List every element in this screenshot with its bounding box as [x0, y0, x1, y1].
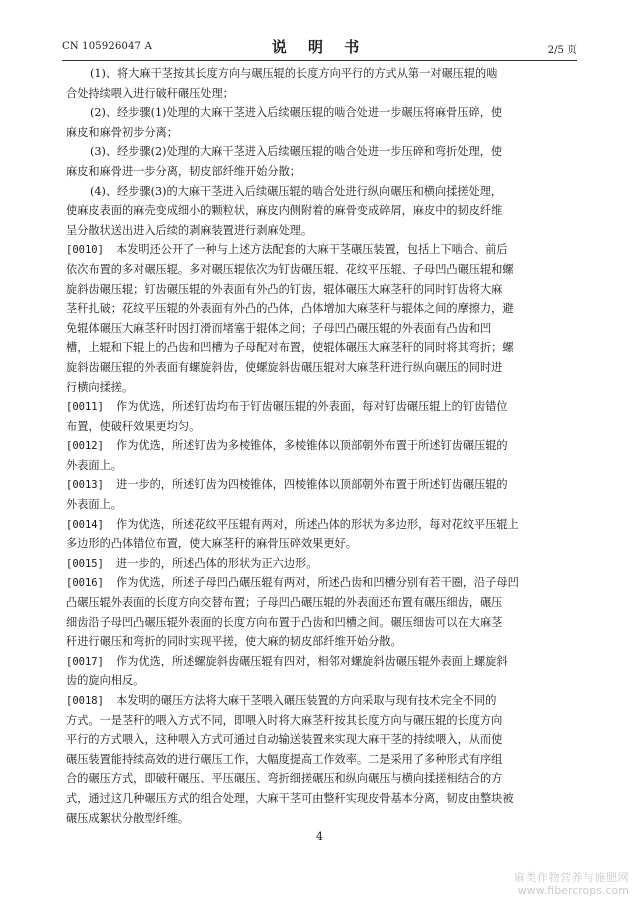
paragraph-number: [0010]	[66, 244, 104, 257]
line-text: 旋斜齿碾压辊；钉齿碾压辊的外表面有外凸的钉齿，辊体碾压大麻茎秆的同时钉齿将大麻	[66, 282, 503, 296]
paragraph-line	[66, 221, 576, 241]
line-text: 碾压成絮状分散型纤维。	[66, 811, 190, 825]
line-text: (2)、经步骤(1)处理的大麻干茎进入后续碾压辊的啮合处进一步碾压将麻骨压碎，使	[90, 106, 503, 120]
paragraph-line	[66, 397, 576, 417]
paragraph	[66, 103, 576, 142]
line-text: 布置，使破秆效果更均匀。	[66, 419, 201, 433]
paragraph-line	[66, 613, 576, 633]
document-title: 说 明 书	[271, 38, 368, 56]
paragraph-number: [0017]	[66, 655, 104, 668]
line-text: 凸碾压辊外表面的长度方向交替布置；子母凹凸碾压辊的外表面还布置有碾压细齿，碾压	[66, 596, 503, 610]
line-text: 本发明的碾压方法将大麻干茎喂入碾压装置的方向采取与现有技术完全不同的	[116, 694, 497, 707]
line-text: 麻皮和麻骨初步分离；	[66, 125, 178, 139]
paragraph-line	[66, 103, 576, 123]
line-text: 进一步的，所述钉齿为四棱锥体，四棱锥体以顶部朝外布置于所述钉齿碾压辊的	[116, 478, 508, 492]
watermark-url: www.fibercrops.com	[517, 884, 629, 897]
patent-number: CN 105926047 A	[62, 41, 153, 52]
paragraph	[66, 515, 576, 554]
paragraph-line	[66, 456, 576, 476]
line-text: 碾压装置能持续高效的进行碾压工作，大幅度提高工作效率。二是采用了多种形式有序组	[66, 752, 503, 766]
paragraph-line	[66, 475, 576, 495]
line-text: 外表面上。	[66, 458, 122, 472]
page-indicator: 2/5 页	[547, 45, 577, 56]
paragraph	[66, 182, 576, 241]
paragraph-line	[66, 280, 576, 300]
paragraph	[66, 142, 576, 181]
paragraph-line	[66, 378, 576, 398]
paragraph-line	[66, 789, 576, 809]
paragraph-number: [0015]	[66, 557, 104, 570]
line-text: 外表面上。	[66, 498, 122, 512]
paragraph-line	[66, 593, 576, 613]
paragraph-number: [0014]	[66, 518, 104, 531]
paragraph-line	[66, 809, 576, 829]
description-body	[66, 64, 576, 828]
line-text: 槽，上辊和下辊上的凸齿和凹槽为子母配对布置，使辊体碾压大麻茎秆的同时将其弯折；螺	[66, 341, 514, 355]
paragraph-line	[66, 417, 576, 437]
paragraph-number: [0013]	[66, 479, 104, 492]
paragraph-number: [0012]	[66, 440, 104, 453]
paragraph	[66, 475, 576, 514]
paragraph	[66, 691, 576, 828]
paragraph-line	[66, 711, 576, 731]
line-text: 麻皮和麻骨进一步分离，韧皮部纤维开始分散；	[66, 164, 301, 178]
paragraph-line	[66, 299, 576, 319]
paragraph-line	[66, 671, 576, 691]
page-number: 4	[316, 830, 323, 843]
watermark	[514, 871, 629, 897]
line-text: 多边形的凸体错位布置，使大麻茎秆的麻骨压碎效果更好。	[66, 537, 357, 551]
line-text: 依次布置的多对碾压辊。多对碾压辊依次为钉齿碾压辊、花纹平压辊、子母凹凸碾压辊和螺	[66, 262, 514, 276]
paragraph-line	[66, 436, 576, 456]
paragraph-number: [0016]	[66, 577, 104, 590]
watermark-site-name: 麻类作物营养与施肥网	[514, 871, 629, 884]
paragraph	[66, 554, 576, 574]
paragraph	[66, 573, 576, 651]
line-text: 使麻皮表面的麻壳变成细小的颗粒状，麻皮内侧附着的麻骨变成碎屑，麻皮中的韧皮纤维	[66, 204, 503, 218]
paragraph	[66, 240, 576, 397]
line-text: 行横向揉搓。	[66, 380, 134, 394]
line-text: (3)、经步骤(2)处理的大麻干茎进入后续碾压辊的啮合处进一步压碎和弯折处理，使	[90, 145, 503, 159]
paragraph-line	[66, 573, 576, 593]
line-text: 作为优选，所述钉齿为多棱锥体，多棱锥体以顶部朝外布置于所述钉齿碾压辊的	[116, 439, 508, 453]
paragraph-line	[66, 358, 576, 378]
paragraph-line	[66, 515, 576, 535]
paragraph-line	[66, 730, 576, 750]
paragraph-line	[66, 495, 576, 515]
line-text: 作为优选，所述钉齿均布于钉齿碾压辊的外表面，每对钉齿碾压辊上的钉齿错位	[116, 400, 508, 414]
line-text: 合的碾压方式，即破秆碾压、平压碾压、弯折细搓碾压和纵向碾压与横向揉搓相结合的方	[66, 772, 503, 786]
line-text: 作为优选，所述子母凹凸碾压辊有两对，所述凸齿和凹槽分别有若干圈，沿子母凹	[116, 576, 519, 590]
paragraph-line	[66, 632, 576, 652]
line-text: 式，通过这几种碾压方式的组合处理，大麻干茎可由整秆实现皮骨基本分离，韧皮由整块被	[66, 791, 514, 805]
paragraph	[66, 436, 576, 475]
paragraph-line	[66, 260, 576, 280]
paragraph-line	[66, 554, 576, 574]
line-text: 方式。一是茎秆的喂入方式不同，即喂入时将大麻茎秆按其长度方向与碾压辊的长度方向	[66, 713, 503, 727]
paragraph	[66, 397, 576, 436]
line-text: 平行的方式喂入，这种喂入方式可通过自动输送装置来实现大麻干茎的持续喂入，从而使	[66, 733, 503, 747]
paragraph-line	[66, 142, 576, 162]
paragraph-line	[66, 338, 576, 358]
paragraph-line	[66, 691, 576, 711]
paragraph-line	[66, 769, 576, 789]
paragraph-line	[66, 123, 576, 143]
paragraph-line	[66, 182, 576, 202]
paragraph-line	[66, 534, 576, 554]
line-text: 作为优选，所述花纹平压辊有两对，所述凸体的形状为多边形，每对花纹平压辊上	[116, 517, 519, 531]
paragraph-line	[66, 84, 576, 104]
line-text: 合处持续喂入进行破秆碾压处理；	[66, 86, 234, 100]
line-text: 秆进行碾压和弯折的同时实现平搓，使大麻的韧皮部纤维开始分散。	[66, 635, 402, 649]
line-text: 作为优选，所述螺旋斜齿碾压辊有四对，相邻对螺旋斜齿碾压辊外表面上螺旋斜	[116, 654, 508, 668]
line-text: 本发明还公开了一种与上述方法配套的大麻干茎碾压装置，包括上下啮合、前后	[116, 243, 508, 257]
paragraph	[66, 652, 576, 691]
paragraph-line	[66, 64, 576, 84]
paragraph-number: [0018]	[66, 695, 104, 707]
page-header	[62, 36, 577, 58]
paragraph-number: [0011]	[66, 401, 104, 414]
paragraph-line	[66, 652, 576, 672]
line-text: 细齿沿子母凹凸碾压辊外表面的长度方向布置于凸齿和凹槽之间。碾压细齿可以在大麻茎	[66, 615, 503, 629]
line-text: (1)、将大麻干茎按其长度方向与碾压辊的长度方向平行的方式从第一对碾压辊的啮	[90, 67, 498, 80]
paragraph-line	[66, 319, 576, 339]
line-text: 呈分散状送出进入后续的剥麻装置进行剥麻处理。	[66, 223, 313, 237]
line-text: 免辊体碾压大麻茎秆时因打滑而堵塞于辊体之间；子母凹凸碾压辊的外表面有凸齿和凹	[66, 321, 492, 335]
line-text: (4)、经步骤(3)的大麻干茎进入后续碾压辊的啮合处进行纵向碾压和横向揉搓处理，	[90, 184, 503, 198]
line-text: 旋斜齿碾压辊的外表面有螺旋斜齿，使螺旋斜齿碾压辊对大麻茎秆进行纵向碾压的同时进	[66, 360, 503, 374]
paragraph-line	[66, 162, 576, 182]
paragraph-line	[66, 201, 576, 221]
line-text: 齿的旋向相反。	[66, 674, 145, 688]
paragraph-line	[66, 240, 576, 260]
paragraph-line	[66, 750, 576, 770]
header-divider	[62, 60, 577, 61]
line-text: 茎秆扎破；花纹平压辊的外表面有外凸的凸体，凸体增加大麻茎秆与辊体之间的摩擦力，避	[66, 302, 514, 316]
paragraph	[66, 64, 576, 103]
line-text: 进一步的，所述凸体的形状为正六边形。	[116, 556, 318, 570]
